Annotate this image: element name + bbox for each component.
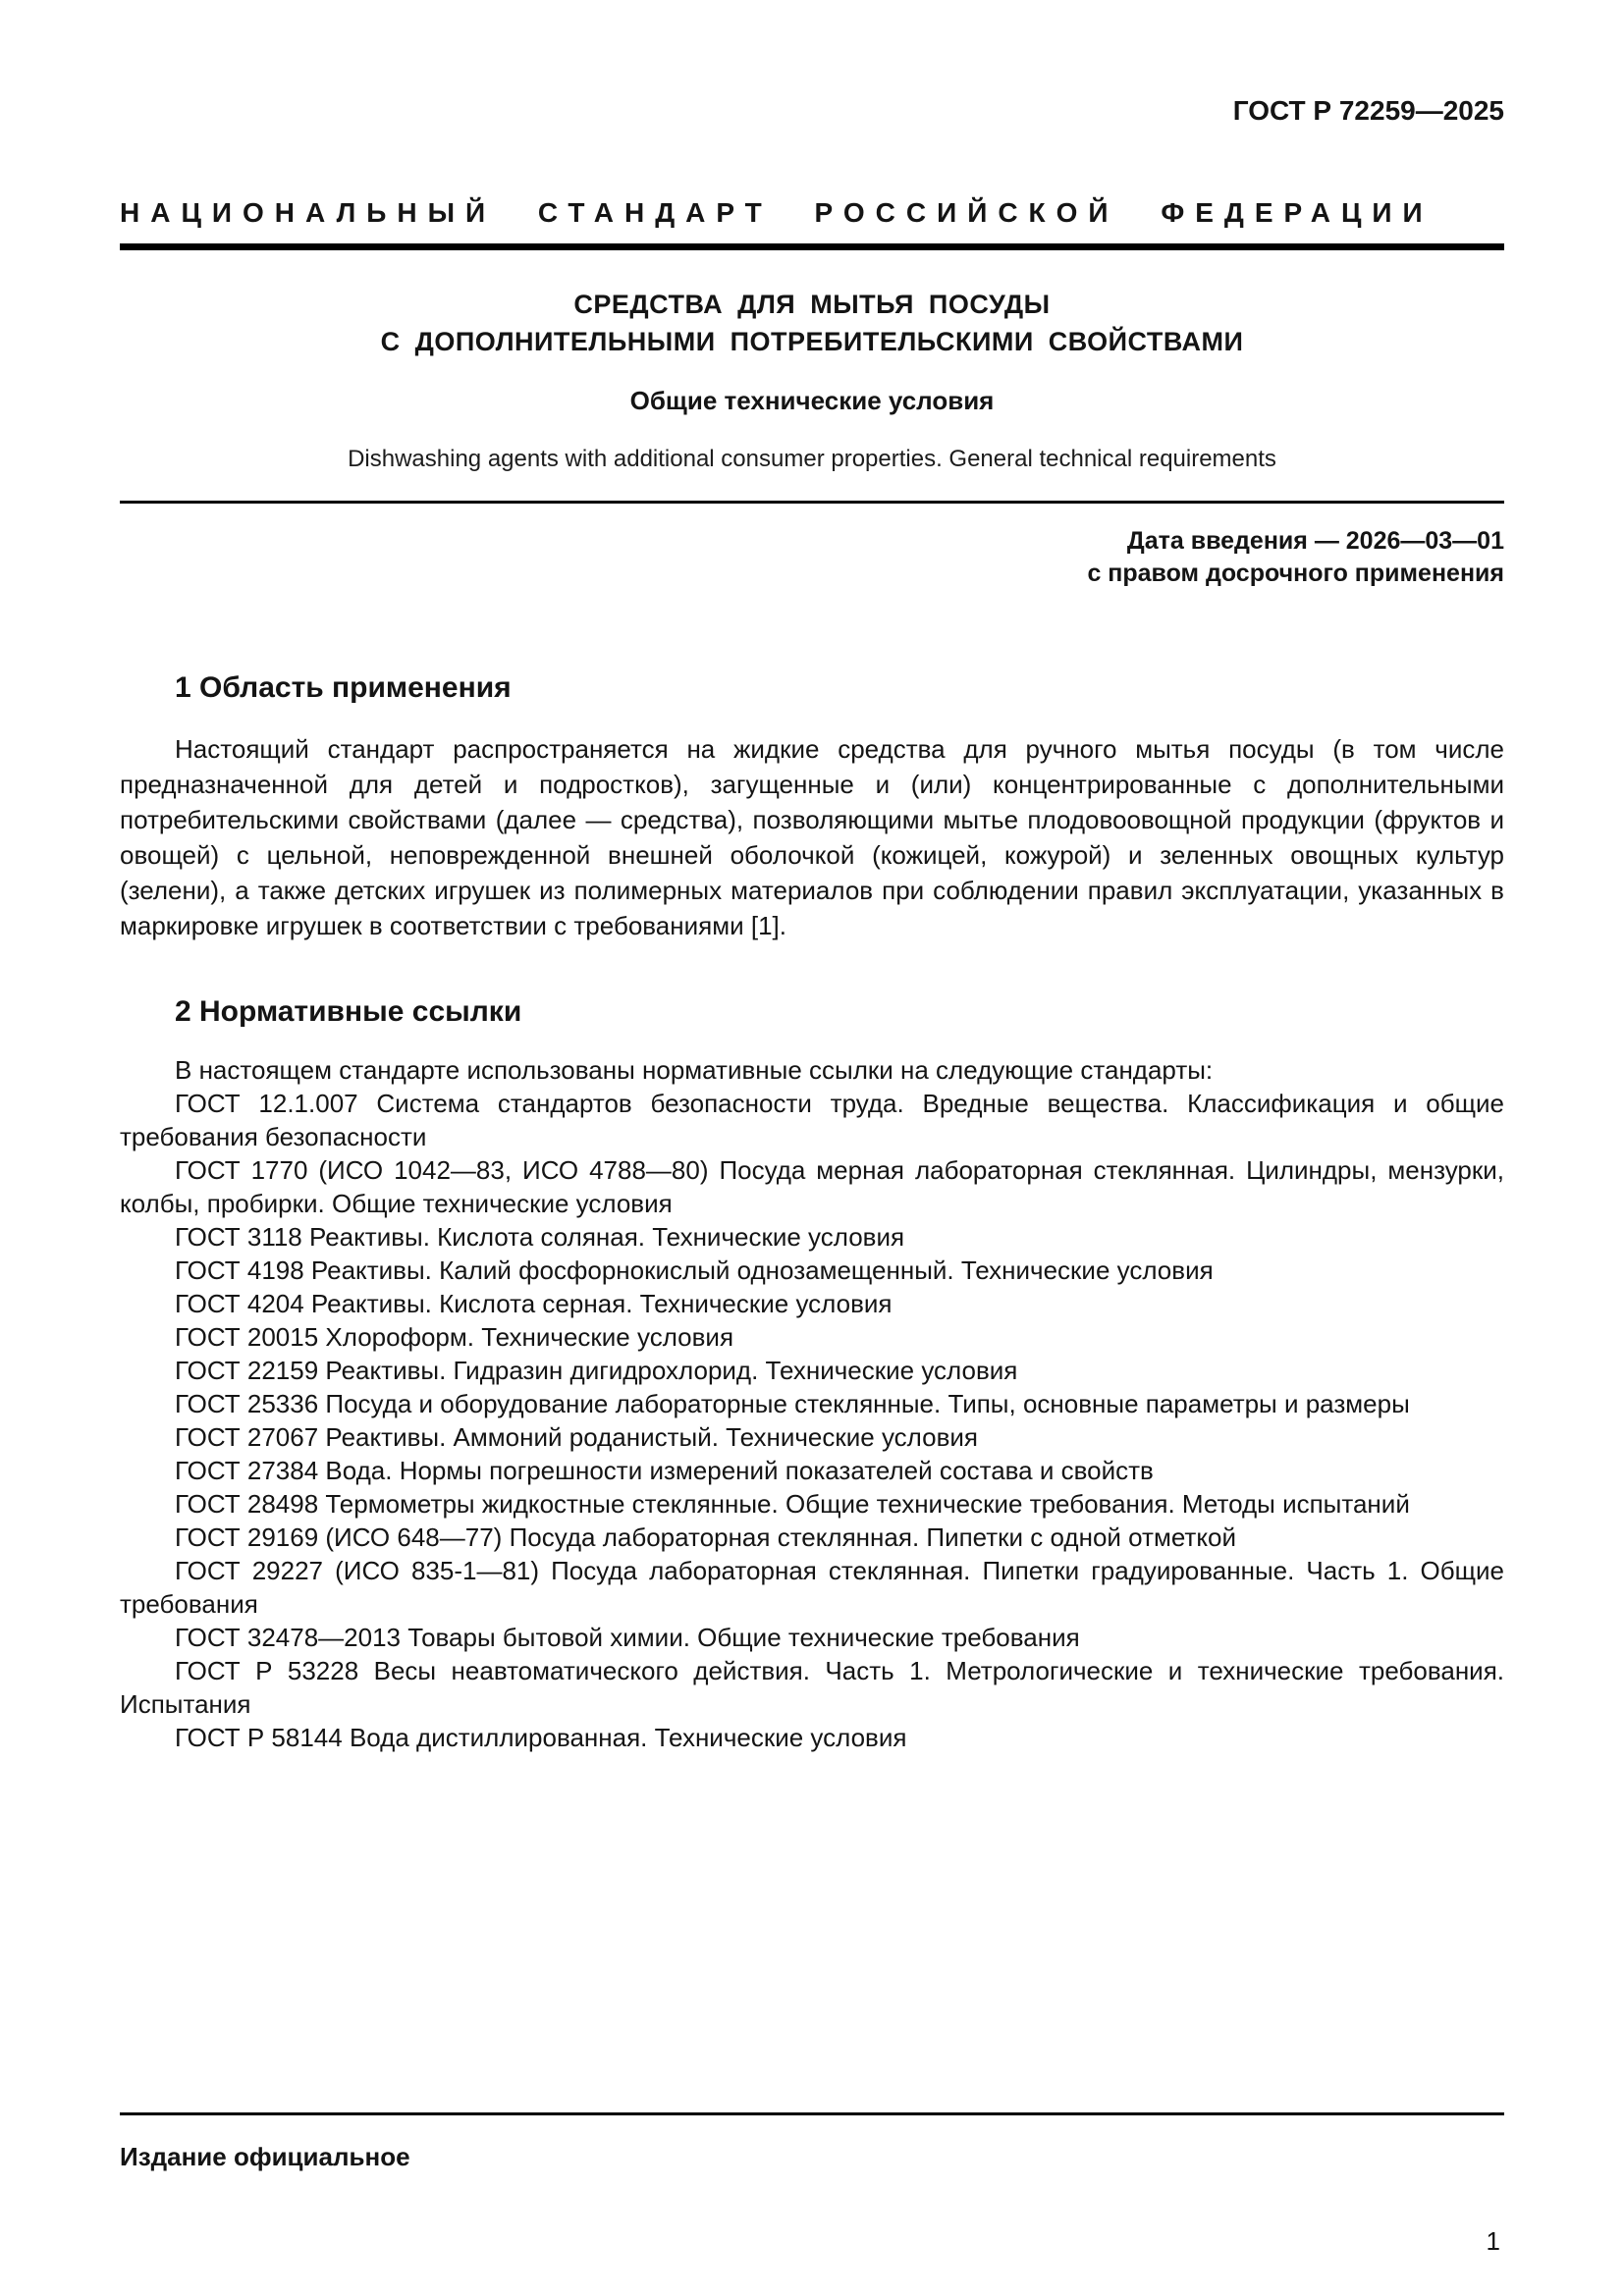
reference-item: ГОСТ 27067 Реактивы. Аммоний роданистый. Технические условия <box>175 1422 978 1452</box>
effective-date-line2: с правом досрочного применения <box>1087 560 1504 587</box>
section-2-intro: В настоящем стандарте использованы нормативные ссылки на следующие стандарты: <box>175 1055 1214 1085</box>
reference-item: ГОСТ 28498 Термометры жидкостные стеклянные. Общие технические требования. Методы испытаний <box>175 1489 1410 1519</box>
title-block <box>120 286 1504 473</box>
doc-title-line1: СРЕДСТВА ДЛЯ МЫТЬЯ ПОСУДЫ <box>573 290 1051 319</box>
page-number: 1 <box>1486 2226 1500 2256</box>
national-standard-heading: НАЦИОНАЛЬНЫЙ СТАНДАРТ РОССИЙСКОЙ ФЕДЕРАЦИИ <box>120 197 1434 228</box>
reference-item: ГОСТ 29227 (ИСО 835-1—81) Посуда лабораторная стеклянная. Пипетки градуированные. Часть 1. Общие требования <box>120 1556 1504 1619</box>
doc-subtitle: Общие технические условия <box>629 386 995 415</box>
reference-item: ГОСТ Р 53228 Весы неавтоматического действия. Часть 1. Метрологические и технические требования. Испытания <box>120 1656 1504 1719</box>
footer-rule <box>120 2112 1504 2115</box>
reference-item: ГОСТ 4204 Реактивы. Кислота серная. Технические условия <box>175 1289 893 1318</box>
thick-rule <box>120 243 1504 250</box>
reference-item: ГОСТ 27384 Вода. Нормы погрешности измерений показателей состава и свойств <box>175 1456 1154 1485</box>
section-1-heading: 1 Область применения <box>175 671 512 704</box>
reference-item: ГОСТ 12.1.007 Система стандартов безопасности труда. Вредные вещества. Классификация и общие требования безопасности <box>120 1089 1504 1151</box>
reference-item: ГОСТ 1770 (ИСО 1042—83, ИСО 4788—80) Посуда мерная лабораторная стеклянная. Цилиндры, мензурки, колбы, пробирки. Общие технические условия <box>120 1155 1504 1218</box>
reference-item: ГОСТ 25336 Посуда и оборудование лабораторные стеклянные. Типы, основные параметры и размеры <box>175 1389 1410 1418</box>
reference-item: ГОСТ 32478—2013 Товары бытовой химии. Общие технические требования <box>175 1623 1080 1652</box>
reference-item: ГОСТ 20015 Хлороформ. Технические условия <box>175 1322 734 1352</box>
thin-rule <box>120 501 1504 504</box>
section-2-heading: 2 Нормативные ссылки <box>175 995 522 1028</box>
effective-date-block <box>120 525 1504 590</box>
reference-item: ГОСТ 29169 (ИСО 648—77) Посуда лабораторная стеклянная. Пипетки с одной отметкой <box>175 1522 1236 1552</box>
reference-item: ГОСТ 3118 Реактивы. Кислота соляная. Технические условия <box>175 1222 905 1252</box>
section-1-paragraph: Настоящий стандарт распространяется на жидкие средства для ручного мытья посуды (в том числе предназначенной для детей и подростков), загущенные и (или) концентрированные с дополнительными потребительскими свойствами (далее — средства), позволяющими мытье плодовоовощной продукции (фруктов и овощей) с цельной, неповрежденной внешней оболочкой (кожицей, кожурой) и зеленных овощных культур (зелени), а также детских игрушек из полимерных материалов при соблюдении правил эксплуатации, указанных в маркировке игрушек в соответствии с требованиями [1]. <box>120 734 1504 940</box>
reference-item: ГОСТ 4198 Реактивы. Калий фосфорнокислый однозамещенный. Технические условия <box>175 1255 1214 1285</box>
reference-item: ГОСТ 22159 Реактивы. Гидразин дигидрохлорид. Технические условия <box>175 1356 1018 1385</box>
doc-code: ГОСТ Р 72259—2025 <box>1232 95 1504 126</box>
reference-item: ГОСТ Р 58144 Вода дистиллированная. Технические условия <box>175 1723 907 1752</box>
doc-title-english: Dishwashing agents with additional consumer properties. General technical requirements <box>348 446 1276 472</box>
official-edition-note: Издание официальное <box>120 2142 410 2171</box>
effective-date-line1: Дата введения — 2026—03—01 <box>1126 527 1504 555</box>
doc-title-line2: С ДОПОЛНИТЕЛЬНЫМИ ПОТРЕБИТЕЛЬСКИМИ СВОЙСТВАМИ <box>380 327 1244 356</box>
